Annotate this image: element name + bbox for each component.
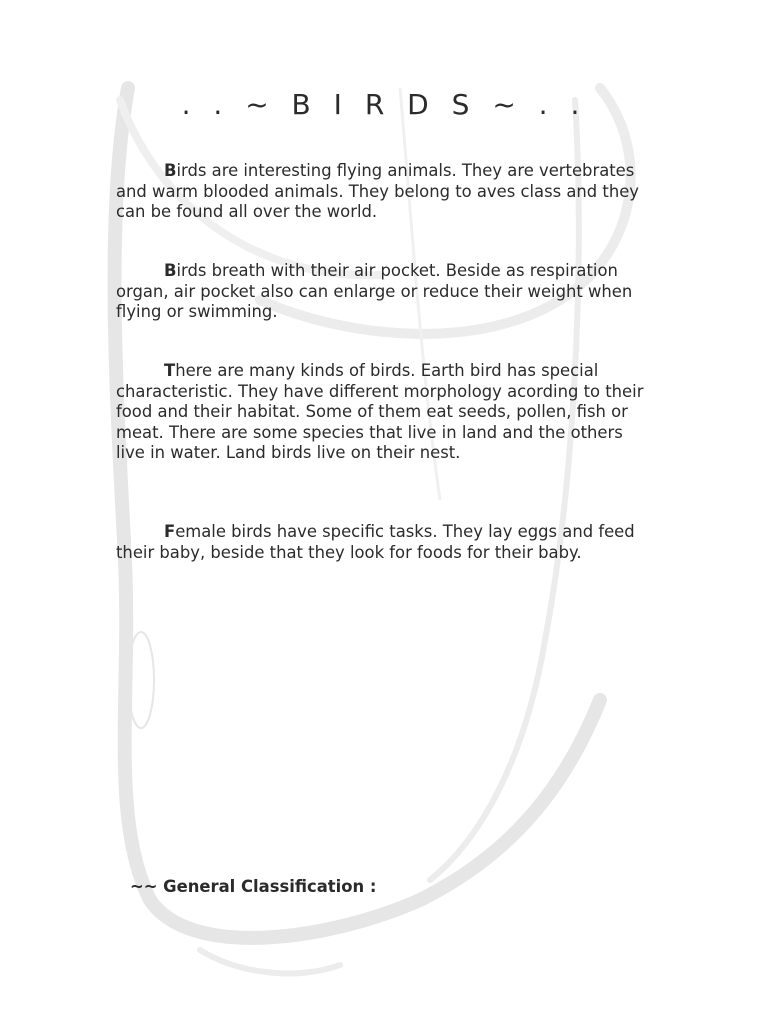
paragraph-intro [116,161,646,223]
paragraph-breathing [116,261,646,323]
paragraph-text: emale birds have specific tasks. They lay eggs and feed their baby, beside that they look for foods for their baby. [116,522,635,562]
paragraph-text: here are many kinds of birds. Earth bird has special characteristic. They have different morphology acording to their food and their habitat. Some of them eat seeds, pollen, fish or meat. There are some species that live in land and the others live in water. Land birds live on their nest. [116,361,644,463]
paragraph-female-tasks [116,522,646,563]
paragraph-initial: B [164,261,177,280]
page-title: . . ~ B I R D S ~ . . [181,88,587,121]
paragraph-initial: F [164,522,176,541]
section-heading-classification: ~~ General Classification : [130,877,377,896]
paragraph-initial: B [164,161,177,180]
paragraph-text: irds are interesting flying animals. They are vertebrates and warm blooded animals. They belong to aves class and they can be found all over the world. [116,161,640,222]
paragraph-kinds [116,361,646,464]
paragraph-text: irds breath with their air pocket. Beside as respiration organ, air pocket also can enlarge or reduce their weight when flying or swimming. [116,261,633,322]
paragraph-initial: T [164,361,176,380]
